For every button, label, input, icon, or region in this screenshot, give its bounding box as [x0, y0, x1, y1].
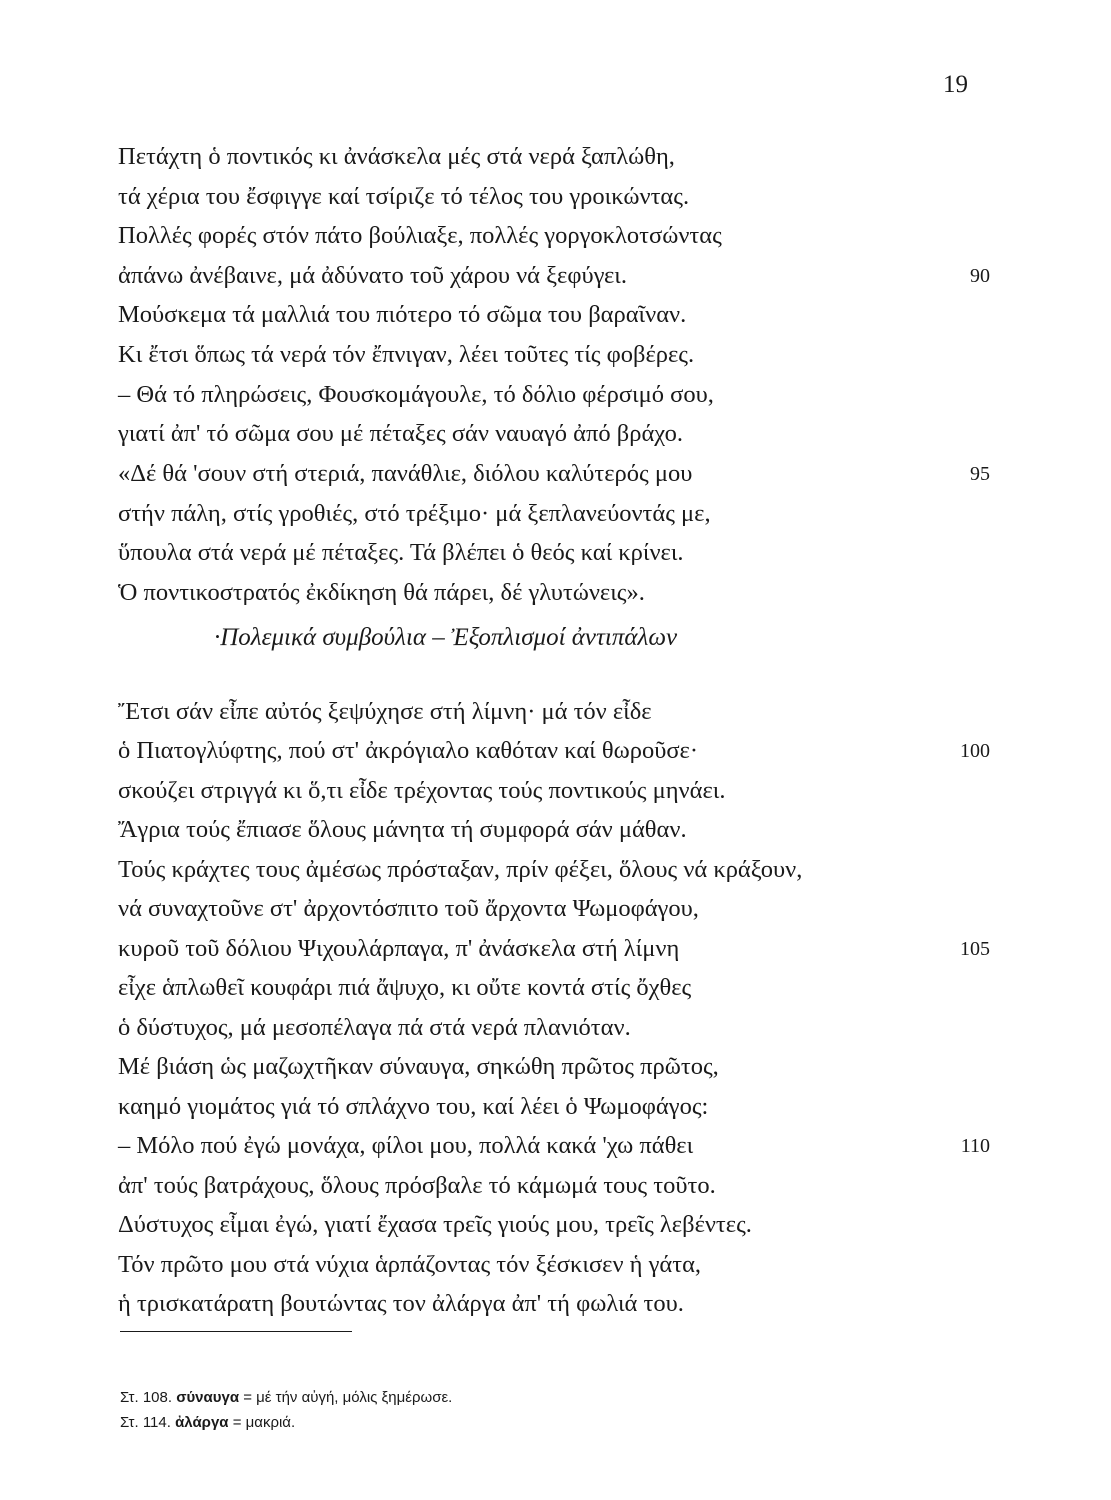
verse-line [118, 929, 998, 969]
verse-line [118, 335, 998, 375]
verse-text: κυροῦ τοῦ δόλιου Ψιχουλάρπαγα, π' ἀνάσκελα στή λίμνη [118, 935, 680, 962]
verse-text: σκούζει στριγγά κι ὅ,τι εἶδε τρέχοντας τούς ποντικούς μηνάει. [118, 777, 726, 804]
verse-text: Κι ἔτσι ὅπως τά νερά τόν ἔπνιγαν, λέει τοῦτες τίς φοβέρες. [118, 341, 695, 368]
verse-line [118, 1047, 998, 1087]
verse-line [118, 494, 998, 534]
verse-text: εἶχε ἁπλωθεῖ κουφάρι πιά ἄψυχο, κι οὔτε κοντά στίς ὄχθες [118, 974, 692, 1001]
verse-text: ὁ Πιατογλύφτης, πού στ' ἀκρόγιαλο καθόταν καί θωροῦσε· [118, 737, 699, 764]
verse-text: Μέ βιάση ὡς μαζωχτῆκαν σύναυγα, σηκώθη πρῶτος πρῶτος, [118, 1053, 719, 1080]
verse-text: Δύστυχος εἶμαι ἐγώ, γιατί ἔχασα τρεῖς γιούς μου, τρεῖς λεβέντες. [118, 1211, 752, 1238]
verse-line [118, 454, 998, 494]
footnote-term: σύναυγα [176, 1389, 240, 1406]
verse-line [118, 1087, 998, 1127]
verse-line [118, 177, 998, 217]
footnote-definition: = μέ τήν αὐγή, μόλις ξημέρωσε. [243, 1389, 453, 1406]
verse-line [118, 1284, 998, 1324]
verse-line [118, 573, 998, 613]
verse-line [118, 850, 998, 890]
verse-text: Ἄγρια τούς ἔπιασε ὅλους μάνητα τή συμφορά σάν μάθαν. [118, 816, 687, 843]
footnote [120, 1411, 295, 1435]
verse-line [118, 771, 998, 811]
footnote-ref: Στ. 108. [120, 1389, 173, 1406]
verse-line [118, 1008, 998, 1048]
verse-text: Ἔτσι σάν εἶπε αὐτός ξεψύχησε στή λίμνη· μά τόν εἶδε [118, 698, 652, 725]
verse-line [118, 414, 998, 454]
verse-text: – Θά τό πληρώσεις, Φουσκομάγουλε, τό δόλιο φέρσιμό σου, [118, 381, 714, 408]
verse-text: τά χέρια του ἔσφιγγε καί τσίριζε τό τέλος του γροικώντας. [118, 183, 690, 210]
verse-line [118, 1205, 998, 1245]
verse-text: ἀπάνω ἀνέβαινε, μά ἀδύνατο τοῦ χάρου νά ξεφύγει. [118, 262, 628, 289]
footnote-rule [120, 1331, 352, 1332]
verse-text: νά συναχτοῦνε στ' ἀρχοντόσπιτο τοῦ ἄρχοντα Ψωμοφάγου, [118, 895, 699, 922]
verse-text: Τόν πρῶτο μου στά νύχια ἁρπάζοντας τόν ξέσκισεν ἡ γάτα, [118, 1251, 702, 1278]
verse-text: ὕπουλα στά νερά μέ πέταξες. Τά βλέπει ὁ θεός καί κρίνει. [118, 539, 684, 566]
line-number: 95 [970, 463, 990, 485]
verse-text: Πολλές φορές στόν πάτο βούλιαξε, πολλές γοργοκλοτσώντας [118, 222, 722, 249]
verse-text: Μούσκεμα τά μαλλιά του πιότερο τό σῶμα του βαραῖναν. [118, 301, 687, 328]
verse-text: ἡ τρισκατάρατη βουτώντας τον ἀλάργα ἀπ' τή φωλιά του. [118, 1290, 684, 1317]
verse-text: Τούς κράχτες τους ἀμέσως πρόσταξαν, πρίν φέξει, ὅλους νά κράξουν, [118, 856, 803, 883]
verse-line [118, 375, 998, 415]
verse-line [118, 1166, 998, 1206]
verse-line [118, 533, 998, 573]
verse-line [118, 295, 998, 335]
verse-line [118, 692, 998, 732]
verse-text: στήν πάλη, στίς γροθιές, στό τρέξιμο· μά ξεπλανεύοντάς με, [118, 500, 711, 527]
verse-line [118, 810, 998, 850]
line-number: 105 [960, 938, 990, 960]
verse-line [118, 731, 998, 771]
verse-line [118, 889, 998, 929]
section-heading: ·Πολεμικά συμβούλια – Ἐξοπλισμοί ἀντιπάλων [214, 624, 678, 651]
verse-text: – Μόλο πού ἐγώ μονάχα, φίλοι μου, πολλά κακά 'χω πάθει [118, 1132, 694, 1159]
verse-text: γιατί ἀπ' τό σῶμα σου μέ πέταξες σάν ναυαγό ἀπό βράχο. [118, 420, 683, 447]
verse-line [118, 216, 998, 256]
verse-line [118, 1245, 998, 1285]
verse-text: «Δέ θά 'σουν στή στεριά, πανάθλιε, διόλου καλύτερός μου [118, 460, 693, 487]
footnote-definition: = μακριά. [232, 1414, 296, 1431]
line-number: 100 [960, 740, 990, 762]
verse-line [118, 968, 998, 1008]
footnote-term: ἀλάργα [175, 1414, 229, 1431]
verse-line [118, 256, 998, 296]
verse-text: ὁ δύστυχος, μά μεσοπέλαγα πά στά νερά πλανιόταν. [118, 1014, 631, 1041]
footnote-ref: Στ. 114. [120, 1414, 171, 1431]
verse-text: Πετάχτη ὁ ποντικός κι ἀνάσκελα μές στά νερά ξαπλώθη, [118, 143, 675, 170]
line-number: 90 [970, 265, 990, 287]
verse-text: καημό γιομάτος γιά τό σπλάχνο του, καί λέει ὁ Ψωμοφάγος: [118, 1093, 709, 1120]
footnote [120, 1386, 452, 1410]
verse-text: ἀπ' τούς βατράχους, ὅλους πρόσβαλε τό κάμωμά τους τοῦτο. [118, 1172, 716, 1199]
verse-line [118, 137, 998, 177]
verse-text: Ὁ ποντικοστρατός ἐκδίκηση θά πάρει, δέ γλυτώνεις». [118, 579, 645, 606]
page-number: 19 [943, 71, 968, 98]
line-number: 110 [960, 1135, 990, 1157]
verse-line [118, 1126, 998, 1166]
